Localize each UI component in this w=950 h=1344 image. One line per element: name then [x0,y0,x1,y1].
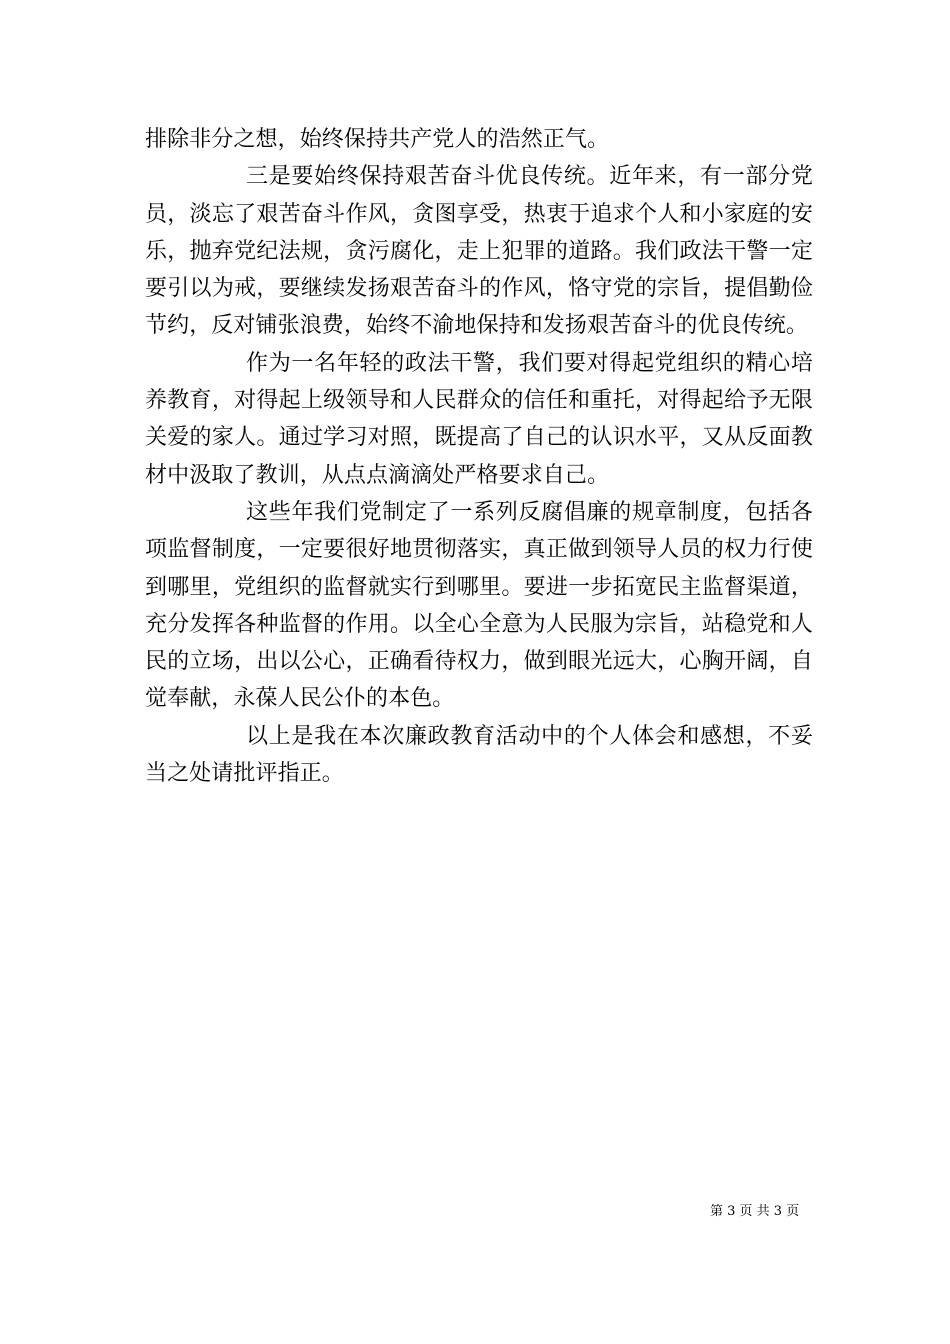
paragraph-2: 三是要始终保持艰苦奋斗优良传统。近年来，有一部分党员，淡忘了艰苦奋斗作风，贪图享受，热衷于追求个人和小家庭的安乐，抛弃党纪法规，贪污腐化，走上犯罪的道路。我们政法干警一定要引以为戒，要继续发扬艰苦奋斗的作风，恪守党的宗旨，提倡勤俭节约，反对铺张浪费，始终不渝地保持和发扬艰苦奋斗的优良传统。 [145,164,813,339]
paragraph-3: 作为一名年轻的政法干警，我们要对得起党组织的精心培养教育，对得起上级领导和人民群众的信任和重托，对得起给予无限关爱的家人。通过学习对照，既提高了自己的认识水平，又从反面教材中汲取了教训，从点点滴滴处严格要求自己。 [145,350,813,488]
paragraph-1: 排除非分之想，始终保持共产党人的浩然正气。 [145,127,610,152]
page-number-footer: 第 3 页 共 3 页 [710,1204,800,1219]
paragraph-4: 这些年我们党制定了一系列反腐倡廉的规章制度，包括各项监督制度，一定要很好地贯彻落实，真正做到领导人员的权力行使到哪里，党组织的监督就实行到哪里。要进一步拓宽民主监督渠道，充分发挥各种监督的作用。以全心全意为人民服为宗旨，站稳党和人民的立场，出以公心，正确看待权力，做到眼光远大，心胸开阔，自觉奉献，永葆人民公仆的本色。 [145,499,813,712]
document-body [145,121,813,792]
paragraph-5: 以上是我在本次廉政教育活动中的个人体会和感想，不妥当之处请批评指正。 [145,723,813,787]
